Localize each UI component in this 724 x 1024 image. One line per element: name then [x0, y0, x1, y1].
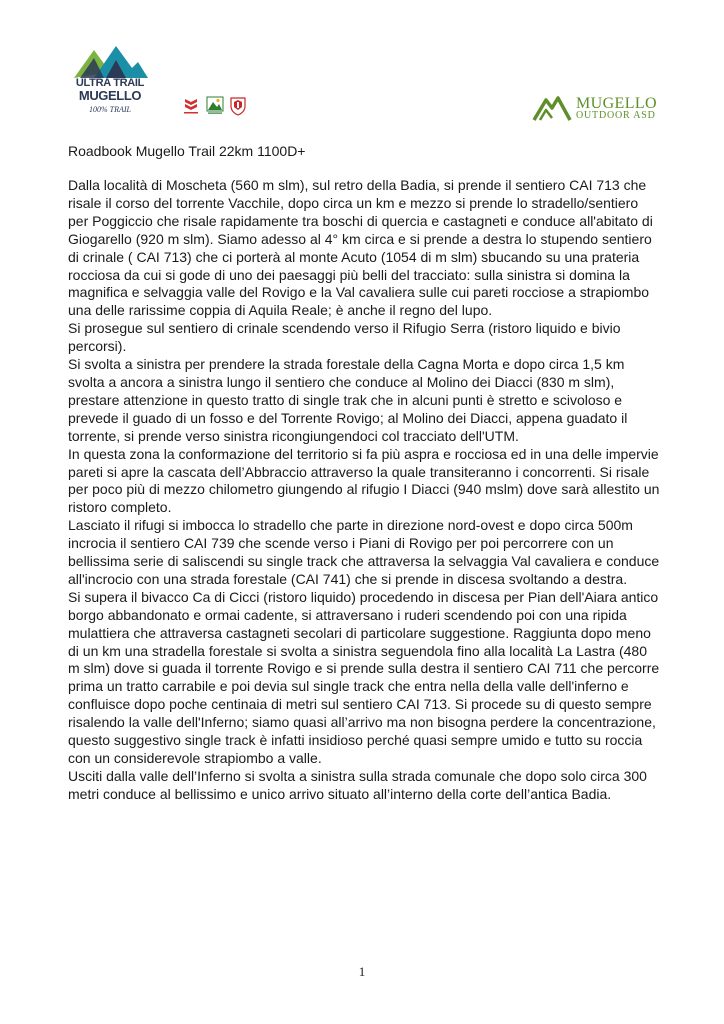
- page-header: [0, 0, 724, 130]
- paragraph-1: Dalla località di Moscheta (560 m slm), sul retro della Badia, si prende il sentiero CAI 713 che risale il corso del torrente Vacchile, dopo circa un km e mezzo si prende lo stradello/sentiero per Poggiccio che risale rapidamente tra boschi di quercia e castagneti e conduce all'abitato di Giogarello (920 m slm). Siamo adesso al 4° km circa e si prende a destra lo stupendo sentiero di crinale ( CAI 713) che ci porterà al monte Acuto (1054 di m slm) sbucando su una prateria rocciosa da cui si gode di uno dei paesaggi più belli del tracciato: sulla sinistra si domina la magnifica e selvaggia valle del Rovigo e la Val cavaliera sulle cui pareti rocciose a strapiombo una delle rarissime coppia di Aquila Reale; è anche il regno del lupo.: [68, 177, 653, 319]
- utm-logo-line1: ULTRA TRAIL: [75, 77, 145, 89]
- paragraph-2: Si prosegue sul sentiero di crinale scendendo verso il Rifugio Serra (ristoro liquido e bivio percorsi).: [68, 320, 621, 355]
- compressport-logo-icon: [182, 96, 200, 116]
- document-title: Roadbook Mugello Trail 22km 1100D+: [68, 143, 306, 159]
- mugello-outdoor-sub: OUTDOOR ASD: [576, 110, 656, 121]
- paragraph-6: Si supera il bivacco Ca di Cicci (ristoro liquido) procedendo in discesa per Pian dell'Aiara antico borgo abbandonato e ormai cadente, si attraversano i ruderi scendendo poi con una ripida mulattiera che attraversa castagneti secolari di particolare suggestione. Raggiunta dopo meno di un km una stradella forestale si svolta a sinistra seguendola fino alla località La Lastra (480 m slm) dove si guada il torrente Rovigo e si prende sulla destra il sentiero CAI 711 che percorre prima un tratto carrabile e poi devia sul single track che entra nella della valle dell'inferno e confluisce dopo poche centinaia di metri sul sentiero CAI 713. Si procede su di questo sempre risalendo la valle dell'Inferno; siamo quasi all’arrivo ma non bisogna perdere la concentrazione, questo suggestivo single track è infatti insidioso perché quasi sempre umido e tutto su roccia con un considerevole strapiombo a valle.: [68, 588, 660, 766]
- cai-logo-icon: [229, 96, 247, 116]
- paragraph-5: Lasciato il rifugi si imbocca lo stradello che parte in direzione nord-ovest e dopo circa 500m incrocia il sentiero CAI 739 che scende verso i Piani di Rovigo per poi percorrere con un bellissima serie di saliscendi su single track che attraversa la selvaggia Val cavaliera e conduce all'incrocio con una strada forestale (CAI 741) che si prende in discesa svoltando a destra.: [68, 517, 660, 587]
- utm-logo-line3: 100% TRAIL: [89, 105, 131, 114]
- paragraph-4: In questa zona la conformazione del territorio si fa più aspra e rocciosa ed in una delle impervie pareti si apre la cascata dell’Abbraccio attraverso la quale transiteranno i concorrenti. Si risale per poco più di mezzo chilometro giungendo al rifugio I Diacci (940 mslm) dove sarà allestito un ristoro completo.: [68, 445, 660, 516]
- paragraph-3: Si svolta a sinistra per prendere la strada forestale della Cagna Morta e dopo circa 1,5 km svolta a ancora a sinistra lungo il sentiero che conduce al Molino dei Diacci (830 m slm), prestare attenzione in questo tratto di single trak che in alcuni punti è stretto e scivoloso e prevede il guado di un fosso e del Torrente Rovigo; al Molino dei Diacci, appena guadato il torrente, si prende verso sinistra ricongiungendoci col tracciato dell'UTM.: [68, 356, 628, 444]
- mugello-outdoor-logo: [532, 90, 658, 124]
- document-body: [68, 177, 662, 804]
- utm-logo-line2: MUGELLO: [78, 88, 142, 103]
- ultra-trail-mugello-logo: [70, 42, 150, 122]
- page-number: 1: [358, 964, 366, 979]
- paragraph-7: Usciti dalla valle dell’Inferno si svolta a sinistra sulla strada comunale che dopo solo circa 300 metri conduce al bellissimo e unico arrivo situato all’interno della corte dell’antica Badia.: [68, 767, 647, 802]
- mugello-outdoor-name: MUGELLO: [576, 95, 658, 112]
- sponsor-logos: [182, 96, 246, 118]
- mugello-outdoor-mountain-icon: [532, 92, 572, 122]
- park-logo-icon: [206, 96, 224, 116]
- mountain-peaks-icon: [70, 42, 150, 82]
